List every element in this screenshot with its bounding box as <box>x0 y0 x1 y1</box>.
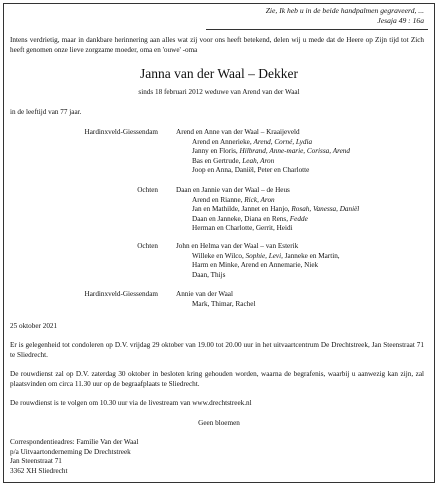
bible-quote <box>266 6 424 26</box>
intro-text: Intens verdrietig, maar in dankbare herinnering aan alles wat zij voor ons heeft betekend, delen wij u mede dat de Heere op Zijn tijd tot Zich heeft genomen onze lieve zorgzame moeder, oma en 'ouwe' -oma <box>10 36 424 54</box>
family-place: Hardinxveld-Giessendam <box>84 290 158 298</box>
family-block <box>176 186 359 234</box>
deceased-name: Janna van der Waal – Dekker <box>140 66 298 81</box>
notice-date: 25 oktober 2021 <box>10 322 58 330</box>
address-line: 3362 XH Sliedrecht <box>10 466 68 475</box>
address-line: p/a Uitvaartonderneming De Drechtstreek <box>10 447 131 456</box>
family-line: Herman en Charlotte, Gerrit, Heidi <box>192 224 293 233</box>
condolence-text: Er is gelegenheid tot condoleren op D.V. vrijdag 29 oktober van 19.00 tot 20.00 uur in het uitvaartcentrum De Drechtstreek, Jan Steenstraat 71 te Sliedrecht. <box>10 341 424 359</box>
family-place: Ochten <box>137 186 158 194</box>
family-line: Annie van der Waal <box>176 290 233 298</box>
family-place: Ochten <box>137 242 158 250</box>
grandchildren-names: Leah, Aron <box>242 156 275 165</box>
divider <box>206 29 428 30</box>
grandchildren-names: Rosah, Vanessa, Daniël <box>291 205 360 214</box>
family-block <box>176 290 255 309</box>
family-block <box>176 128 350 176</box>
grandchildren-names: Fedde <box>289 214 308 223</box>
widow-since: sinds 18 februari 2012 weduwe van Arend van der Waal <box>138 88 300 96</box>
family-block <box>176 242 340 280</box>
family-line: Daan en Janneke, Diana en Rens, Fedde <box>192 214 308 223</box>
family-line: Willeke en Wilco, Sophie, Levi, Janneke en Martin, <box>192 251 340 260</box>
livestream-text: De rouwdienst is te volgen om 10.30 uur via de livestream van www.drechtstreek.nl <box>10 399 252 407</box>
family-line: Arend en Annerieke, Arend, Corné, Lydia <box>192 137 313 146</box>
family-line: Mark, Thimar, Rachel <box>192 299 256 308</box>
family-place: Hardinxveld-Giessendam <box>84 128 158 136</box>
grandchildren-names: Rick, Aron <box>244 195 275 204</box>
grandchildren-names: Sophie, Levi, <box>245 251 283 260</box>
age-text: in de leeftijd van 77 jaar. <box>10 108 82 116</box>
family-line: Arend en Anne van der Waal – Kraaijeveld <box>176 128 300 136</box>
family-line: John en Helma van der Waal – van Esterik <box>176 242 299 250</box>
family-line: Arend en Rianne, Rick, Aron <box>192 195 275 204</box>
family-line: Harm en Minke, Arend en Annemarie, Niek <box>192 261 319 270</box>
no-flowers: Geen bloemen <box>198 419 240 427</box>
grandchildren-names: Arend, Corné, Lydia <box>253 137 313 146</box>
service-text: De rouwdienst zal op D.V. zaterdag 30 oktober in besloten kring gehouden worden, waarna de begrafenis, waarbij u aanwezig kan zijn, zal plaatsvinden om circa 11.30 uur op de begraafplaats te Sliedrecht. <box>10 370 424 388</box>
family-line: Daan en Jannie van der Waal – de Heus <box>176 186 290 194</box>
family-line: Janny en Floris, Hilbrand, Anne-marie, Corissa, Arend <box>192 147 350 156</box>
family-line: Bas en Gertrude, Leah, Aron <box>192 156 275 165</box>
address-line: Correspondentieadres: Familie Van der Waal <box>10 438 139 446</box>
family-line: Joop en Anna, Daniël, Peter en Charlotte <box>192 166 310 175</box>
correspondence-address <box>10 438 139 476</box>
family-line: Jan en Mathilde, Jannet en Hanjo, Rosah, Vanessa, Daniël <box>192 205 360 214</box>
quote-reference: Jesaja 49 : 16a <box>377 16 424 25</box>
quote-text: Zie, Ik heb u in de beide handpalmen gegraveerd, ... <box>265 6 424 15</box>
family-line: Daan, Thijs <box>192 270 226 279</box>
address-line: Jan Steenstraat 71 <box>10 457 62 466</box>
grandchildren-names: Hilbrand, Anne-marie, Corissa, Arend <box>239 147 350 156</box>
